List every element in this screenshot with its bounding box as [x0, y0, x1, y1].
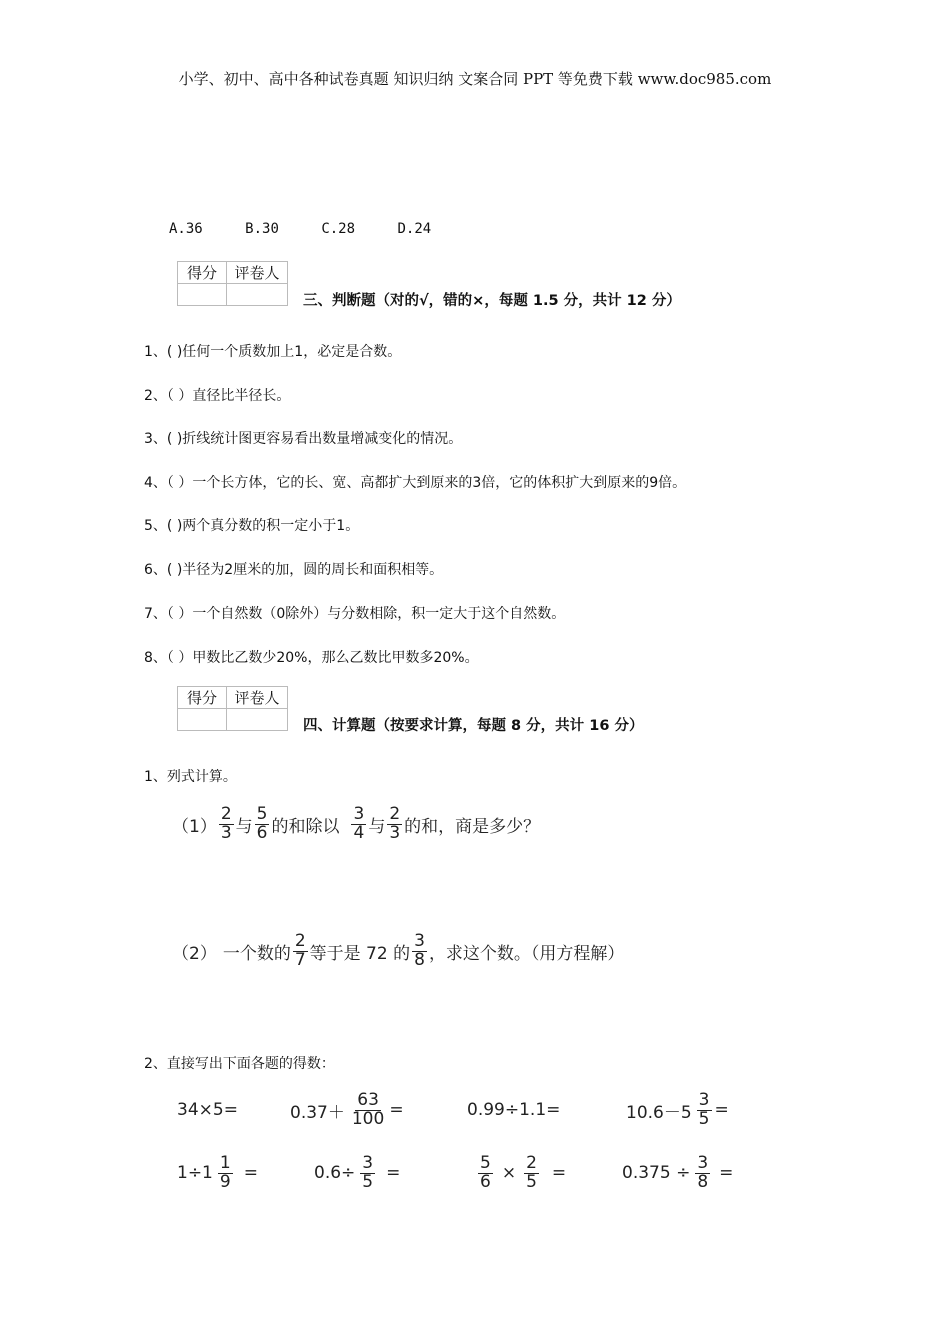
- option-a: A.36: [169, 221, 203, 237]
- judge-question-7: 7、（ ）一个自然数（0除外）与分数相除，积一定大于这个自然数。: [144, 606, 566, 622]
- score-box-section4: [177, 686, 288, 731]
- fraction: $\frac{2}{3}$: [389, 804, 401, 843]
- calc-item-2: 0.37＋ $\frac{63}{100}$ =: [290, 1090, 404, 1129]
- score-label: 得分: [178, 262, 227, 284]
- option-b: B.30: [245, 221, 279, 237]
- fraction: $\frac{3}{8}$: [414, 931, 425, 970]
- calc-item-3: 0.99÷1.1=: [467, 1100, 561, 1120]
- fraction: $\frac{63}{100}$: [351, 1090, 385, 1129]
- judge-question-4: 4、（ ）一个长方体，它的长、宽、高都扩大到原来的3倍，它的体积扩大到原来的9倍。: [144, 475, 687, 491]
- judge-question-1: 1、( )任何一个质数加上1，必定是合数。: [144, 344, 402, 360]
- judge-question-8: 8、（ ）甲数比乙数少20%，那么乙数比甲数多20%。: [144, 650, 479, 666]
- fraction: $\frac{2}{5}$: [526, 1153, 537, 1192]
- fraction: $\frac{3}{4}$: [353, 804, 365, 843]
- calc-item-1: 34×5=: [177, 1100, 238, 1120]
- problem-1: （1） $\frac{2}{3}$ 与 $\frac{5}{6}$ 的和除以 $\frac{3}{4}$ 与 $\frac{2}{3}$ 的和，商是多少？: [172, 804, 541, 843]
- fraction: $\frac{5}{6}$: [480, 1153, 491, 1192]
- judge-question-5: 5、( )两个真分数的积一定小于1。: [144, 518, 360, 534]
- fraction: $\frac{2}{7}$: [294, 931, 306, 970]
- fraction: $\frac{2}{3}$: [220, 804, 232, 843]
- option-c: C.28: [321, 221, 356, 237]
- grader-cell: [227, 284, 288, 306]
- fraction: $\frac{5}{6}$: [256, 804, 268, 843]
- option-d: D.24: [397, 221, 432, 237]
- page-header: 小学、初中、高中各种试卷真题 知识归纳 文案合同 PPT 等免费下载 www.doc985.com: [178, 70, 772, 88]
- calc-item-5: 1÷1 $\frac{1}{9}$ =: [177, 1153, 258, 1192]
- score-box-section3: [177, 261, 288, 306]
- grader-label: 评卷人: [227, 687, 288, 709]
- calc-item-8: 0.375 ÷ $\frac{3}{8}$ =: [622, 1153, 734, 1192]
- grader-label: 评卷人: [227, 262, 288, 284]
- problem-2-prefix: （2）: [172, 943, 217, 964]
- problem-2: （2） 一个数的 $\frac{2}{7}$ 等于是 72 的 $\frac{3}{8}$ ，求这个数。（用方程解）: [172, 931, 625, 970]
- score-cell: [178, 709, 227, 731]
- problem-1-prefix: （1）: [172, 816, 217, 837]
- judge-question-6: 6、( )半径为2厘米的加，圆的周长和面积相等。: [144, 562, 444, 578]
- calc-item-7: $\frac{5}{6}$ × $\frac{2}{5}$ =: [480, 1153, 567, 1192]
- calc-question-2: 2、直接写出下面各题的得数：: [144, 1056, 335, 1072]
- score-cell: [178, 284, 227, 306]
- section4-title: 四、计算题（按要求计算，每题 8 分，共计 16 分）: [303, 718, 644, 734]
- score-label: 得分: [178, 687, 227, 709]
- calc-item-4: 10.6－5 $\frac{3}{5}$ =: [626, 1090, 729, 1129]
- calc-question-1: 1、列式计算。: [144, 769, 237, 785]
- calc-item-6: 0.6÷ $\frac{3}{5}$ =: [314, 1153, 401, 1192]
- answer-options: [169, 221, 465, 237]
- section3-title: 三、判断题（对的√，错的×，每题 1.5 分，共计 12 分）: [303, 293, 681, 309]
- judge-question-2: 2、（ ）直径比半径长。: [144, 388, 291, 404]
- grader-cell: [227, 709, 288, 731]
- fraction: $\frac{3}{5}$: [698, 1090, 710, 1129]
- judge-question-3: 3、( )折线统计图更容易看出数量增减变化的情况。: [144, 431, 463, 447]
- fraction: $\frac{3}{8}$: [697, 1153, 709, 1192]
- fraction: $\frac{3}{5}$: [362, 1153, 374, 1192]
- fraction: $\frac{1}{9}$: [219, 1153, 231, 1192]
